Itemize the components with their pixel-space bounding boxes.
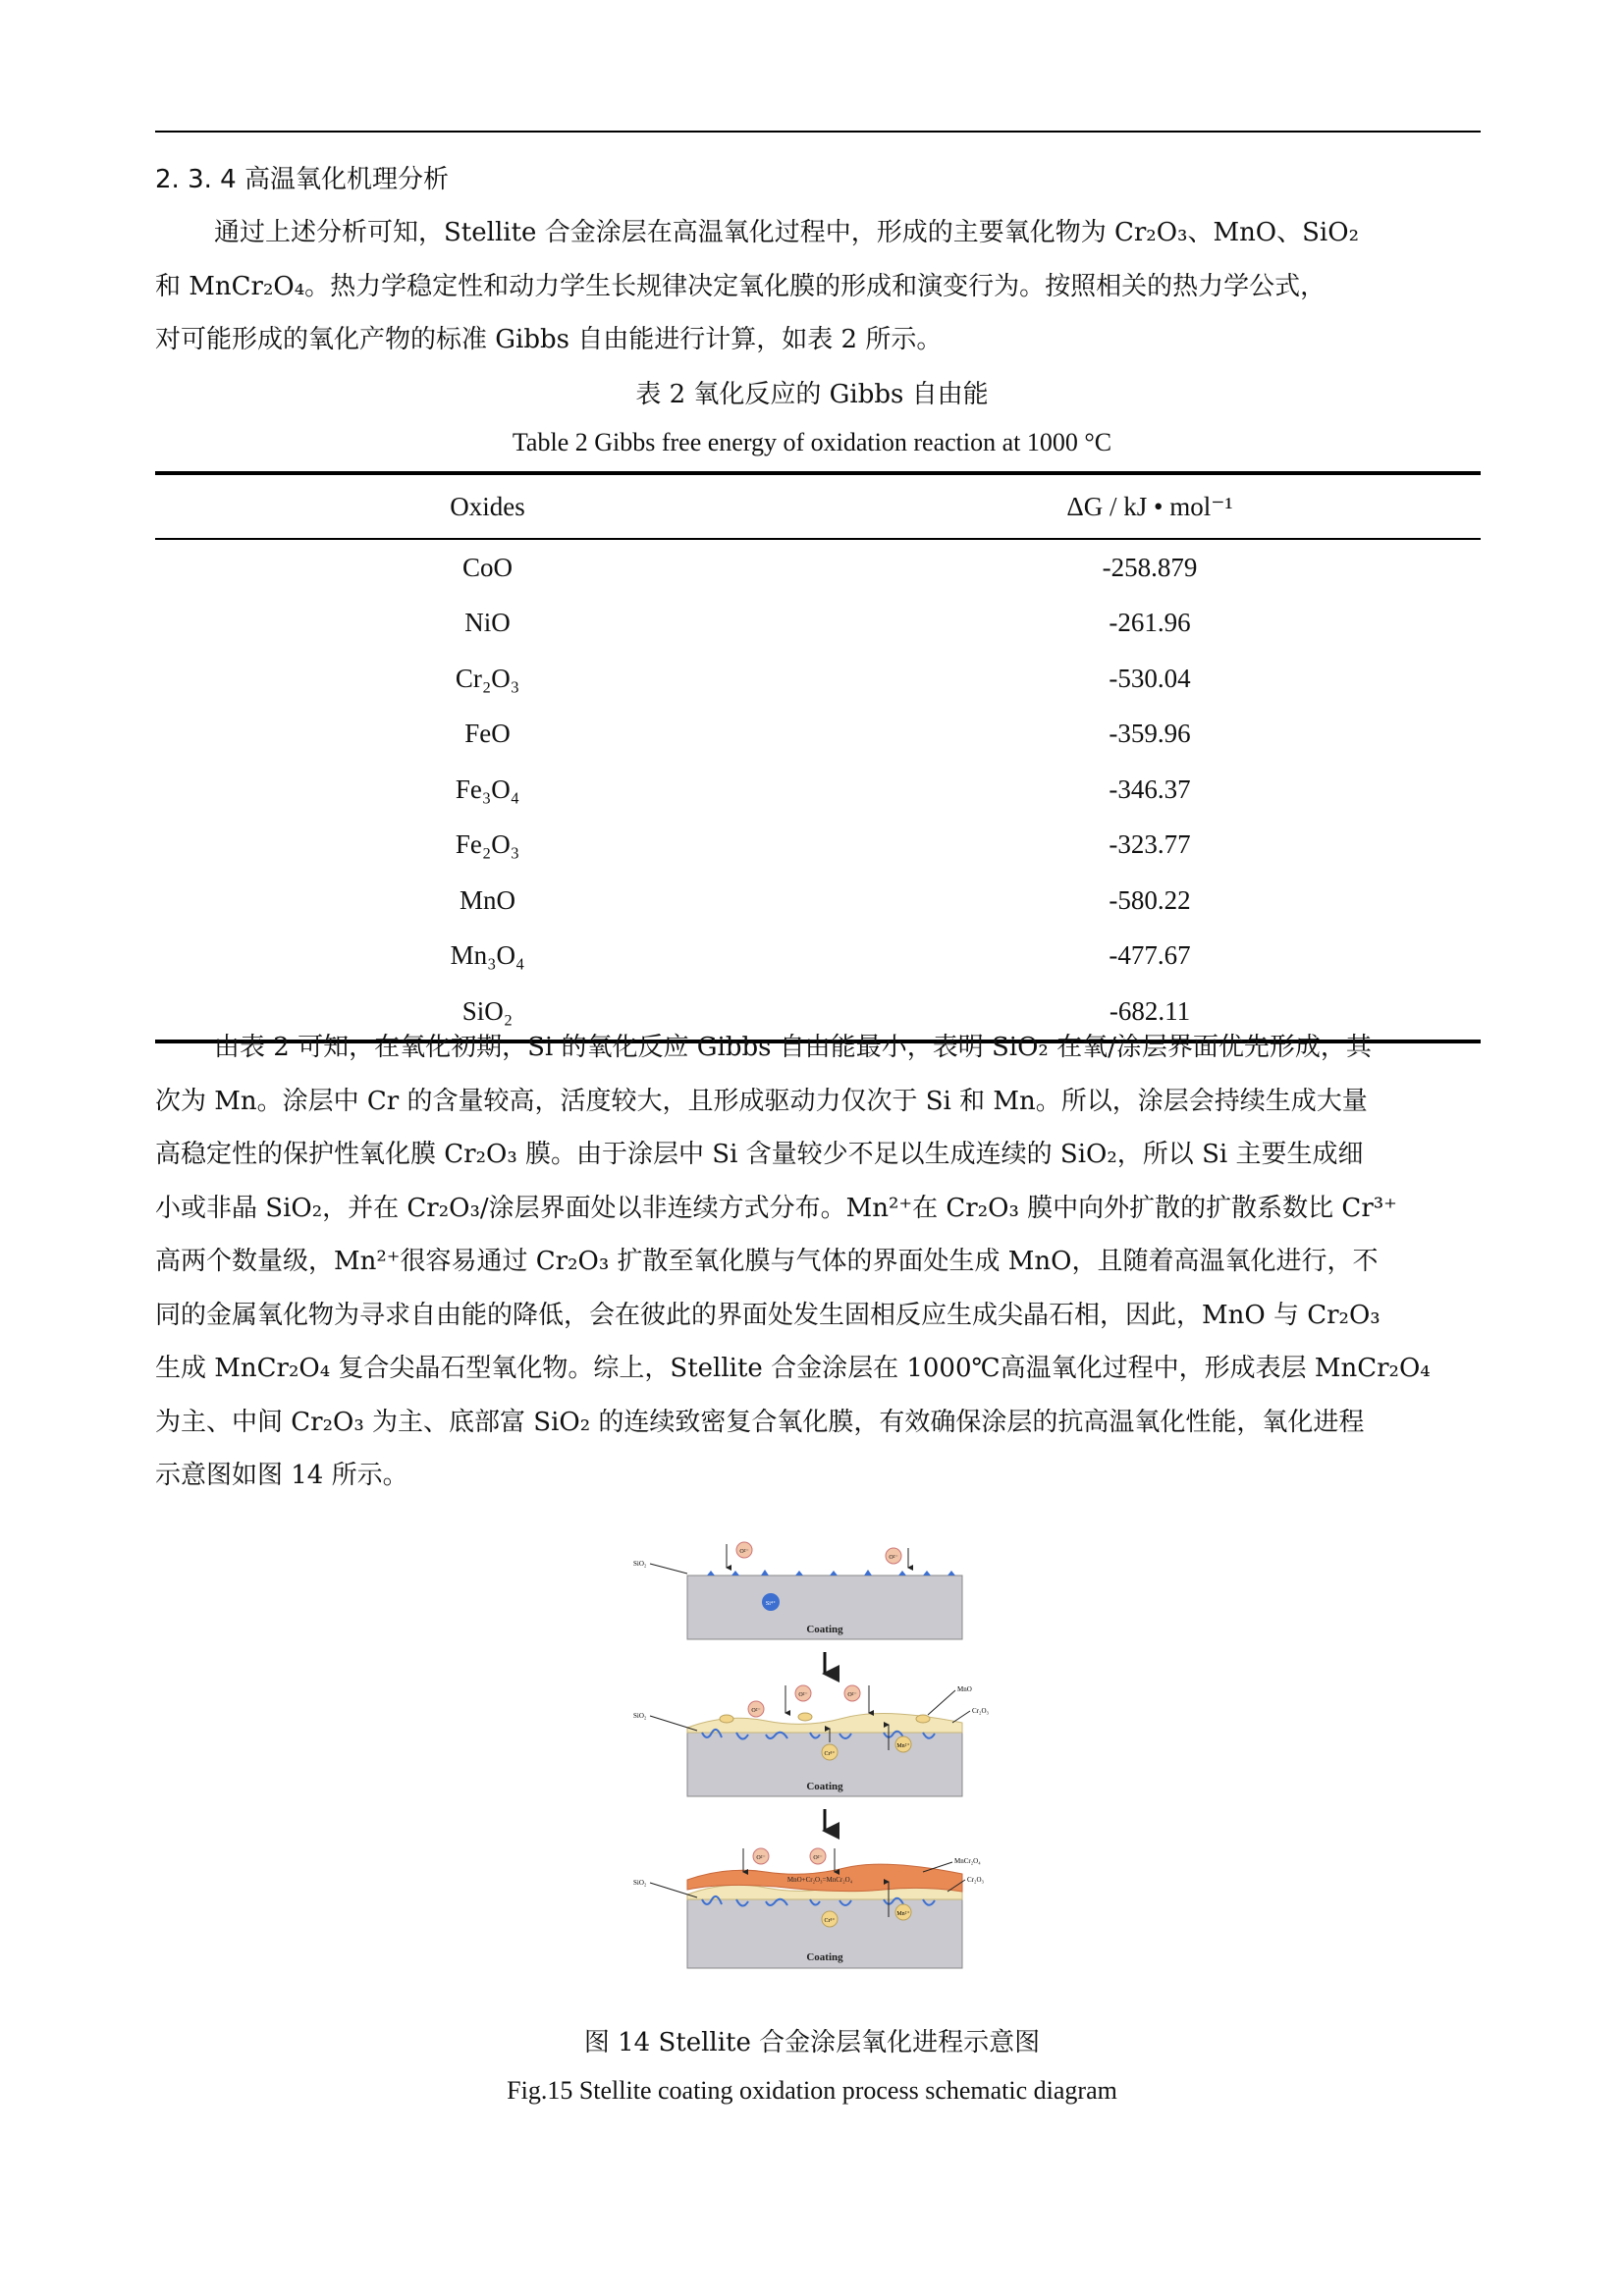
value-cell: -580.22: [1109, 884, 1191, 915]
oxide-cell: Cr₂O₃: [455, 663, 520, 693]
header-rule: [155, 131, 1481, 133]
value-cell: -530.04: [1109, 663, 1191, 693]
stage-1: [633, 1542, 962, 1639]
discussion-line: 生成 MnCr₂O₄ 复合尖晶石型氧化物。综上，Stellite 合金涂层在 1000℃高温氧化过程中，形成表层 MnCr₂O₄: [155, 1354, 1431, 1383]
sio2-particles: [707, 1570, 955, 1575]
discussion-line: 次为 Mn。涂层中 Cr 的含量较高，活度较大，且形成驱动力仅次于 Si 和 Mn。所以，涂层会持续生成大量: [155, 1086, 1368, 1116]
table-row: [155, 818, 1481, 874]
figure-caption-cn: 图 14 Stellite 合金涂层氧化进程示意图: [583, 2028, 1041, 2057]
oxidation-schematic: [628, 1536, 1001, 2002]
value-cell: -682.11: [1109, 995, 1191, 1026]
o2-label: O²⁻: [756, 1855, 766, 1861]
oxide-cell: Mn₃O₄: [450, 940, 525, 971]
coating-label: Coating: [806, 1951, 843, 1963]
o2-label: O²⁻: [889, 1555, 898, 1561]
mno-label: MnO: [957, 1685, 972, 1693]
header-oxides: Oxides: [450, 491, 525, 521]
mn-label: Mn²⁺: [896, 1743, 910, 1749]
o2-label: O²⁻: [798, 1692, 808, 1698]
intro-line: 通过上述分析可知，Stellite 合金涂层在高温氧化过程中，形成的主要氧化物为 Cr₂O₃、MnO、SiO₂: [214, 218, 1359, 247]
intro-paragraph: [155, 206, 1481, 367]
discussion-line: 示意图如图 14 所示。: [155, 1461, 408, 1490]
oxide-cell: CoO: [461, 552, 513, 582]
value-cell: -261.96: [1109, 608, 1191, 638]
value-cell: -323.77: [1109, 829, 1191, 860]
oxide-cell: FeO: [464, 719, 511, 749]
value-cell: -477.67: [1109, 940, 1191, 971]
discussion-line: 高稳定性的保护性氧化膜 Cr₂O₃ 膜。由于涂层中 Si 含量较少不足以生成连续的 SiO₂，所以 Si 主要生成细: [155, 1140, 1364, 1169]
cr2o3-label: Cr₂O₃: [972, 1707, 989, 1715]
value-cell: -359.96: [1109, 719, 1191, 749]
table-row: [155, 929, 1481, 985]
discussion-line: 小或非晶 SiO₂，并在 Cr₂O₃/涂层界面处以非连续方式分布。Mn²⁺在 Cr₂O₃ 膜中向外扩散的扩散系数比 Cr³⁺: [155, 1193, 1397, 1223]
gibbs-table: [155, 471, 1481, 1043]
intro-line: 对可能形成的氧化产物的标准 Gibbs 自由能进行计算，如表 2 所示。: [155, 325, 943, 354]
cr-label: Cr³⁺: [824, 1918, 836, 1924]
stage-3: [633, 1848, 984, 1968]
table-row: [155, 707, 1481, 763]
oxide-cell: Fe₂O₃: [455, 829, 520, 860]
mncr2o4-label: MnCr₂O₄: [954, 1857, 981, 1865]
o2-label: O²⁻: [739, 1549, 749, 1555]
table-row: [155, 762, 1481, 818]
coating-label: Coating: [806, 1624, 843, 1635]
oxide-cell: NiO: [464, 608, 511, 638]
discussion-line: 由表 2 可知，在氧化初期，Si 的氧化反应 Gibbs 自由能最小，表明 SiO₂ 在氧/涂层界面优先形成，其: [214, 1033, 1372, 1062]
reaction-label: MnO+Cr₂O₃=MnCr₂O₄: [786, 1876, 853, 1884]
cr2o3-label: Cr₂O₃: [967, 1876, 984, 1884]
discussion-line: 高两个数量级，Mn²⁺很容易通过 Cr₂O₃ 扩散至氧化膜与气体的界面处生成 MnO，且随着高温氧化进行，不: [155, 1247, 1379, 1276]
o2-label: O²⁻: [847, 1692, 857, 1698]
table-row: [155, 539, 1481, 596]
o2-label: O²⁻: [751, 1708, 761, 1714]
discussion-line: 同的金属氧化物为寻求自由能的降低，会在彼此的界面处发生固相反应生成尖晶石相，因此，MnO 与 Cr₂O₃: [155, 1300, 1380, 1330]
stage-2: [633, 1685, 989, 1796]
sio2-label: SiO₂: [633, 1879, 647, 1887]
oxide-cell: SiO₂: [461, 995, 514, 1026]
oxide-cell: Fe₃O₄: [455, 774, 520, 804]
cr-label: Cr³⁺: [824, 1751, 836, 1757]
table-header-row: [155, 473, 1481, 539]
value-cell: -258.879: [1102, 552, 1198, 582]
si-label: Si⁴⁺: [765, 1601, 777, 1607]
discussion-line: 为主、中间 Cr₂O₃ 为主、底部富 SiO₂ 的连续致密复合氧化膜，有效确保涂层的抗高温氧化性能，氧化进程: [155, 1407, 1365, 1437]
section-title: 2. 3. 4 高温氧化机理分析: [155, 165, 449, 194]
intro-line: 和 MnCr₂O₄。热力学稳定性和动力学生长规律决定氧化膜的形成和演变行为。按照相关的热力学公式，: [155, 271, 1326, 301]
header-delta-g: ΔG / kJ • mol⁻¹: [1066, 491, 1233, 521]
mn-label: Mn²⁺: [896, 1911, 910, 1917]
coating-label: Coating: [806, 1781, 843, 1792]
sio2-label: SiO₂: [633, 1560, 647, 1568]
figure-caption-en: Fig.15 Stellite coating oxidation process schematic diagram: [507, 2076, 1117, 2105]
table-caption-cn: 表 2 氧化反应的 Gibbs 自由能: [635, 380, 989, 409]
table-row: [155, 651, 1481, 707]
value-cell: -346.37: [1109, 774, 1191, 804]
table-caption-en: Table 2 Gibbs free energy of oxidation reaction at 1000 °C: [512, 428, 1112, 456]
oxide-cell: MnO: [459, 884, 515, 915]
table-row: [155, 873, 1481, 929]
o2-label: O²⁻: [813, 1855, 823, 1861]
discussion-paragraph: [155, 1021, 1481, 1503]
table-row: [155, 596, 1481, 652]
sio2-label: SiO₂: [633, 1712, 647, 1720]
